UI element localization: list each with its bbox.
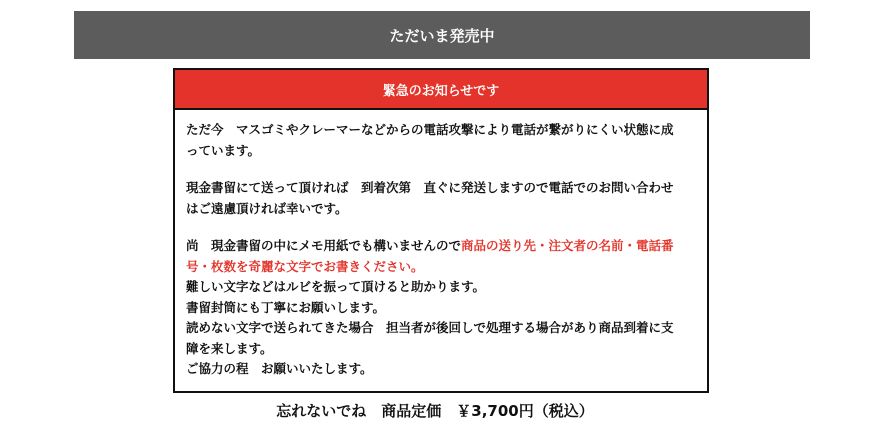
notice-text-line: 難しい文字などはルビを振って頂けると助かります。 [186,279,486,294]
notice-paragraph-registered-mail [186,178,695,219]
notice-header-title: 緊急のお知らせです [382,83,500,99]
notice-text-highlight: 商品の送り先・注文者の名前・電話番 [461,238,674,253]
notice-header [175,70,707,110]
notice-paragraph-phone [186,120,695,161]
notice-text-line: ご協力の程 お願いいたします。 [186,361,373,376]
banner-title: ただいま発売中 [389,26,495,45]
top-banner [74,11,810,59]
notice-text-line: はご遠慮頂ければ幸いです。 [186,200,348,216]
notice-text-line: っています。 [186,142,261,158]
notice-text-line: 障を来します。 [186,340,273,356]
notice-text-line: 現金書留にて送って頂ければ 到着次第 直ぐに発送しますので電話でのお問い合わせ [186,180,674,195]
notice-text-highlight: 号・枚数を奇麗な文字でお書きください。 [186,258,424,274]
notice-body [175,110,707,380]
notice-text-line [186,236,695,257]
notice-paragraph-instructions [186,236,695,380]
notice-text-plain: 尚 現金書留の中にメモ用紙でも構いませんので [186,238,462,253]
price-footer [0,400,870,421]
notice-text-line: ただ今 マスゴミやクレーマーなどからの電話攻撃により電話が繋がりにくい状態に成 [186,122,674,137]
price-text: 忘れないでね 商品定価 ￥3,700円（税込） [276,402,594,420]
notice-box [173,68,709,393]
notice-text-line: 読めない文字で送られてきた場合 担当者が後回しで処理する場合があり商品到着に支 [186,320,674,335]
notice-text-line: 書留封筒にも丁寧にお願いします。 [186,299,386,315]
